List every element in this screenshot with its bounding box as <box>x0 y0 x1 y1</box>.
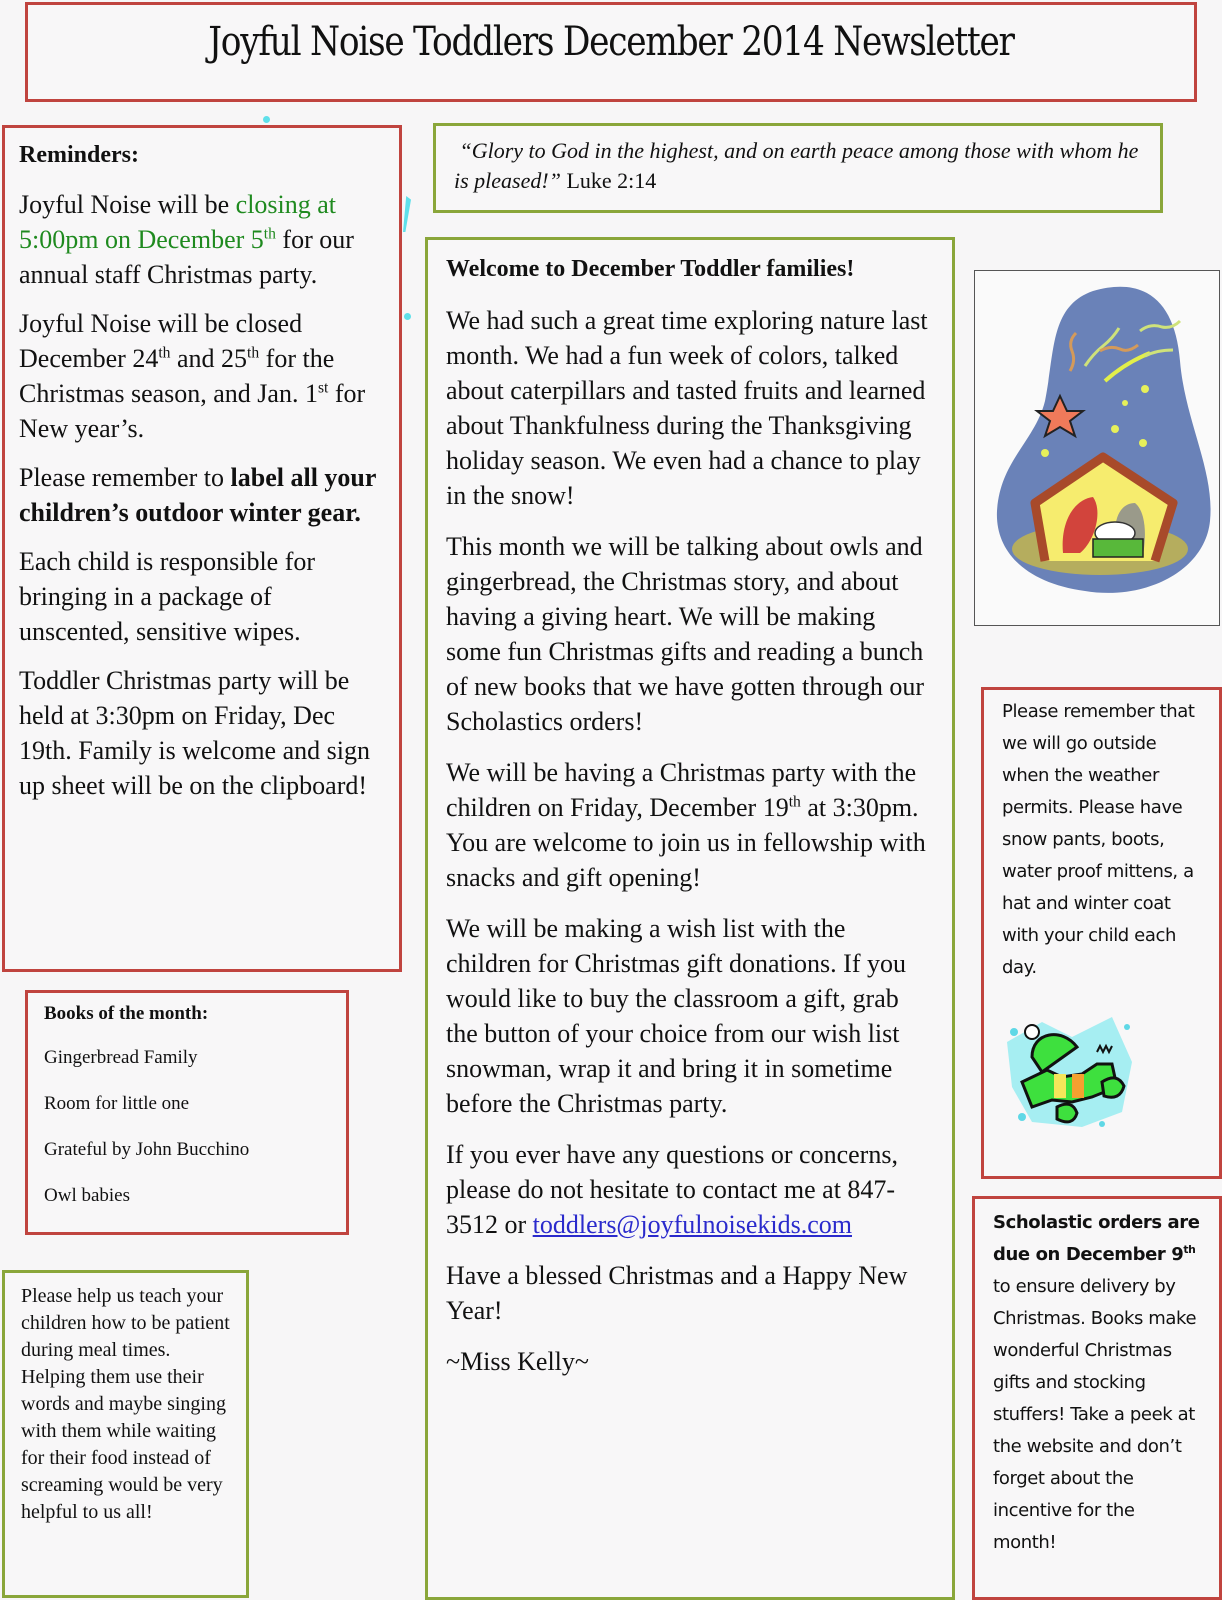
welcome-para-last-month: We had such a great time exploring nature last month. We had a fun week of colors, talked about caterpillars and tasted fruits and learned about Thankfulness during the Thanksgiving holiday season. We even had a chance to play in the snow! <box>446 306 928 510</box>
book-item: Owl babies <box>44 1185 131 1206</box>
bible-verse-box <box>433 123 1163 213</box>
welcome-para-blessing: Have a blessed Christmas and a Happy New Year! <box>446 1261 908 1325</box>
closing-highlight: closing at 5:00pm on December 5th <box>19 190 337 254</box>
welcome-para-contact: If you ever have any questions or concerns, please do not hesitate to contact me at 847-3512 or toddlers@joyfulnoisekids.com <box>446 1140 898 1239</box>
welcome-para-wish-list: We will be making a wish list with the children for Christmas gift donations. If you would like to buy the classroom a gift, grab the button of your choice from our wish list snowman, wrap it and bring it in sometime before the Christmas party. <box>446 914 906 1118</box>
reminder-party: Toddler Christmas party will be held at 3:30pm on Friday, Dec 19th. Family is welcome and sign up sheet will be on the clipboard! <box>19 666 370 800</box>
scholastic-text: Scholastic orders are due on December 9th to ensure delivery by Christmas. Books make wonderful Christmas gifts and stocking stuffers! Take a peek at the website and don’t forget about the incentive for the month! <box>993 1212 1200 1553</box>
books-list <box>44 1047 330 1207</box>
meal-times-note <box>2 1270 249 1598</box>
verse-text <box>454 136 1142 196</box>
reminder-closing-early: Joyful Noise will be closing at 5:00pm on December 5th for our annual staff Christmas party. <box>19 190 354 289</box>
meal-times-text: Please help us teach your children how to be patient during meal times. Helping them use their words and maybe singing with them while waiting for their food instead of screaming would be very helpful to us all! <box>21 1285 230 1523</box>
outdoor-gear-text: Please remember that we will go outside when the weather permits. Please have snow pants, boots, water proof mittens, a hat and winter coat with your child each day. <box>1002 701 1195 978</box>
reminder-closed-dates: Joyful Noise will be closed December 24th and 25th for the Christmas season, and Jan. 1st for New year’s. <box>19 309 366 443</box>
book-item: Gingerbread Family <box>44 1047 198 1068</box>
book-item: Grateful by John Bucchino <box>44 1139 250 1160</box>
title-banner <box>25 2 1197 102</box>
welcome-para-party: We will be having a Christmas party with the children on Friday, December 19th at 3:30pm. You are welcome to join us in fellowship with snacks and gift opening! <box>446 758 926 892</box>
nativity-image <box>974 270 1220 626</box>
welcome-heading: Welcome to December Toddler families! <box>446 256 855 282</box>
scholastic-orders-note <box>972 1196 1222 1600</box>
books-of-month-box <box>25 990 349 1235</box>
reminders-heading: Reminders: <box>19 142 139 168</box>
verse-reference: Luke 2:14 <box>560 168 657 193</box>
decorative-shape <box>403 196 411 232</box>
email-link[interactable]: toddlers@joyfulnoisekids.com <box>532 1210 852 1239</box>
verse-quote: “Glory to God in the highest, and on earth peace among those with whom he is pleased!” <box>454 138 1139 193</box>
decorative-dot <box>263 116 270 123</box>
winter-gear-icon <box>1002 1002 1142 1132</box>
decorative-dot <box>404 313 411 320</box>
reminders-box <box>2 125 402 972</box>
signature: ~Miss Kelly~ <box>446 1347 589 1376</box>
reminder-wipes: Each child is responsible for bringing in a package of unscented, sensitive wipes. <box>19 547 316 646</box>
books-heading: Books of the month: <box>44 1003 209 1024</box>
nativity-icon <box>975 271 1219 625</box>
outdoor-gear-note <box>981 687 1222 1179</box>
page-title: Joyful Noise Toddlers December 2014 Newsletter <box>208 19 1014 65</box>
reminder-label-gear: Please remember to label all your children’s outdoor winter gear. <box>19 463 376 527</box>
welcome-letter <box>425 237 955 1600</box>
welcome-para-this-month: This month we will be talking about owls and gingerbread, the Christmas story, and about having a giving heart. We will be making some fun Christmas gifts and reading a bunch of new books that we have gotten through our Scholastics orders! <box>446 532 925 736</box>
book-item: Room for little one <box>44 1093 190 1114</box>
